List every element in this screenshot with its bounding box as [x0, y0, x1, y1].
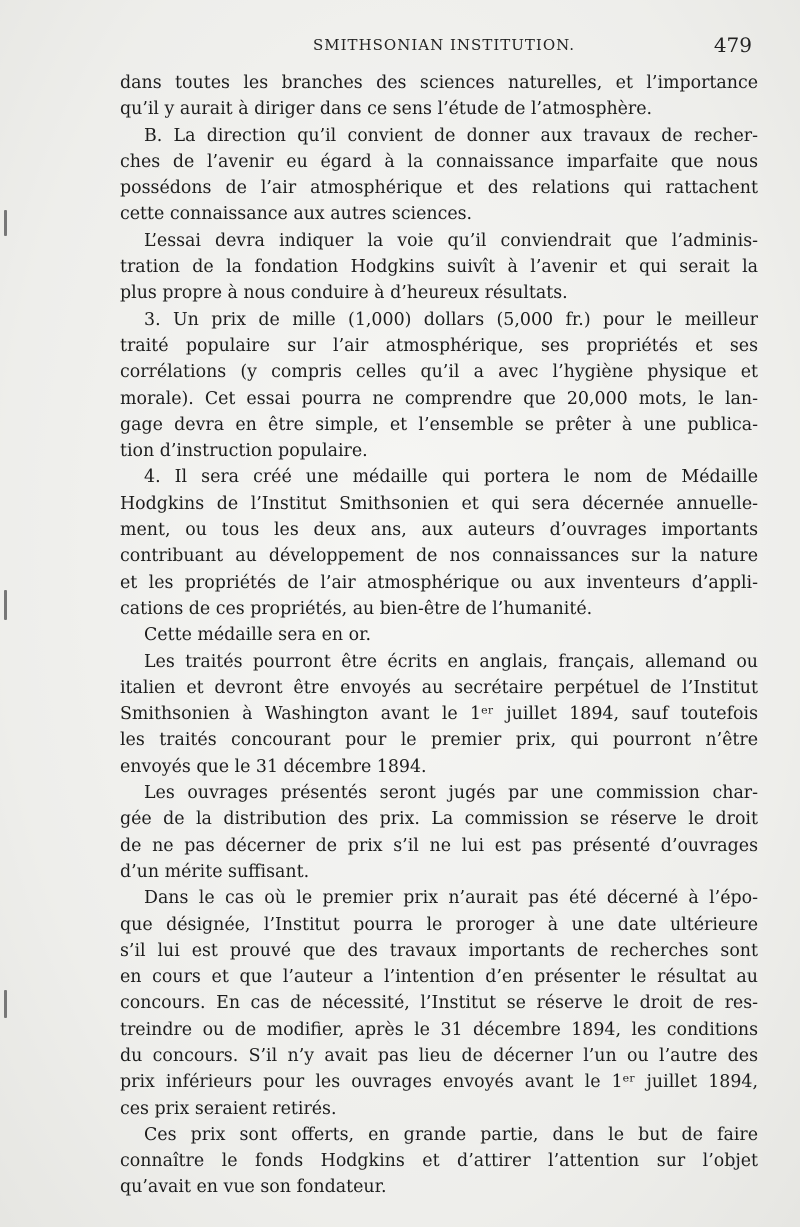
text-line: ches de l’avenir eu égard à la connaissance imparfaite que nous [120, 151, 758, 172]
text-line: Smithsonien à Washington avant le 1ᵉʳ juillet 1894, sauf toutefois [120, 704, 758, 725]
text-line: envoyés que le 31 décembre 1894. [120, 756, 427, 777]
text-line: s’il lui est prouvé que des travaux importants de recherches sont [120, 940, 758, 961]
body-text [120, 70, 758, 1201]
text-line: en cours et que l’auteur a l’intention d’en présenter le résultat au [120, 967, 758, 988]
text-line: contribuant au développement de nos connaissances sur la nature [120, 546, 758, 567]
text-line: 3. Un prix de mille (1,000) dollars (5,000 fr.) pour le meilleur [144, 309, 758, 330]
text-line: corrélations (y compris celles qu’il a avec l’hygiène physique et [120, 362, 758, 383]
text-line: Cette médaille sera en or. [144, 625, 372, 646]
margin-mark [4, 590, 7, 620]
text-line: possédons de l’air atmosphérique et des relations qui rattachent [120, 178, 758, 199]
text-line: cette connaissance aux autres sciences. [120, 204, 473, 225]
text-line: dans toutes les branches des sciences naturelles, et l’importance [120, 73, 758, 93]
text-line: italien et devront être envoyés au secrétaire perpétuel de l’Institut [120, 677, 758, 698]
page-header [120, 34, 758, 60]
text-line: cations de ces propriétés, au bien-être de l’humanité. [120, 598, 593, 619]
text-line: prix inférieurs pour les ouvrages envoyés avant le 1ᵉʳ juillet 1894, [120, 1072, 758, 1093]
text-line: Hodgkins de l’Institut Smithsonien et qui sera décernée annuelle- [120, 493, 758, 514]
text-line: et les propriétés de l’air atmosphérique ou aux inventeurs d’appli- [120, 572, 758, 593]
text-line: d’un mérite suffisant. [120, 861, 310, 882]
text-line: concours. En cas de nécessité, l’Institut se réserve le droit de res- [120, 993, 758, 1014]
text-line: B. La direction qu’il convient de donner aux travaux de recher- [144, 125, 758, 146]
text-line: plus propre à nous conduire à d’heureux résultats. [120, 283, 568, 304]
text-line: 4. Il sera créé une médaille qui portera le nom de Médaille [144, 467, 758, 488]
text-line: treindre ou de modifier, après le 31 décembre 1894, les conditions [120, 1019, 758, 1040]
text-line: de ne pas décerner de prix s’il ne lui est pas présenté d’ouvrages [120, 835, 758, 856]
text-line: gée de la distribution des prix. La commission se réserve le droit [120, 809, 758, 830]
text-line: qu’avait en vue son fondateur. [120, 1177, 387, 1198]
text-line: ment, ou tous les deux ans, aux auteurs d’ouvrages importants [120, 520, 758, 541]
text-line: tion d’instruction populaire. [120, 441, 368, 462]
text-line: tration de la fondation Hodgkins suivît à l’avenir et qui serait la [120, 257, 758, 278]
text-line: du concours. S’il n’y avait pas lieu de décerner l’un ou l’autre des [120, 1045, 758, 1066]
text-line: Dans le cas où le premier prix n’aurait pas été décerné à l’épo- [144, 888, 758, 909]
text-line: morale). Cet essai pourra ne comprendre que 20,000 mots, le lan- [120, 388, 758, 409]
margin-mark [4, 990, 7, 1018]
running-head: SMITHSONIAN INSTITUTION. [313, 36, 576, 54]
text-line: Les traités pourront être écrits en anglais, français, allemand ou [144, 651, 758, 672]
text-line: qu’il y aurait à diriger dans ce sens l’étude de l’atmosphère. [120, 99, 653, 120]
text-line: Ces prix sont offerts, en grande partie, dans le but de faire [144, 1124, 758, 1145]
text-line: L’essai devra indiquer la voie qu’il conviendrait que l’adminis- [144, 230, 758, 251]
text-line: ces prix seraient retirés. [120, 1098, 337, 1119]
margin-mark [4, 210, 7, 236]
text-line: que désignée, l’Institut pourra le proroger à une date ultérieure [120, 914, 758, 935]
page-number: 479 [713, 33, 752, 57]
text-line: les traités concourant pour le premier prix, qui pourront n’être [120, 730, 758, 751]
text-line: Les ouvrages présentés seront jugés par une commission char- [144, 783, 758, 804]
text-line: connaître le fonds Hodgkins et d’attirer l’attention sur l’objet [120, 1151, 758, 1172]
text-line: gage devra en être simple, et l’ensemble se prêter à une publica- [120, 414, 758, 435]
text-line: traité populaire sur l’air atmosphérique, ses propriétés et ses [120, 335, 758, 356]
